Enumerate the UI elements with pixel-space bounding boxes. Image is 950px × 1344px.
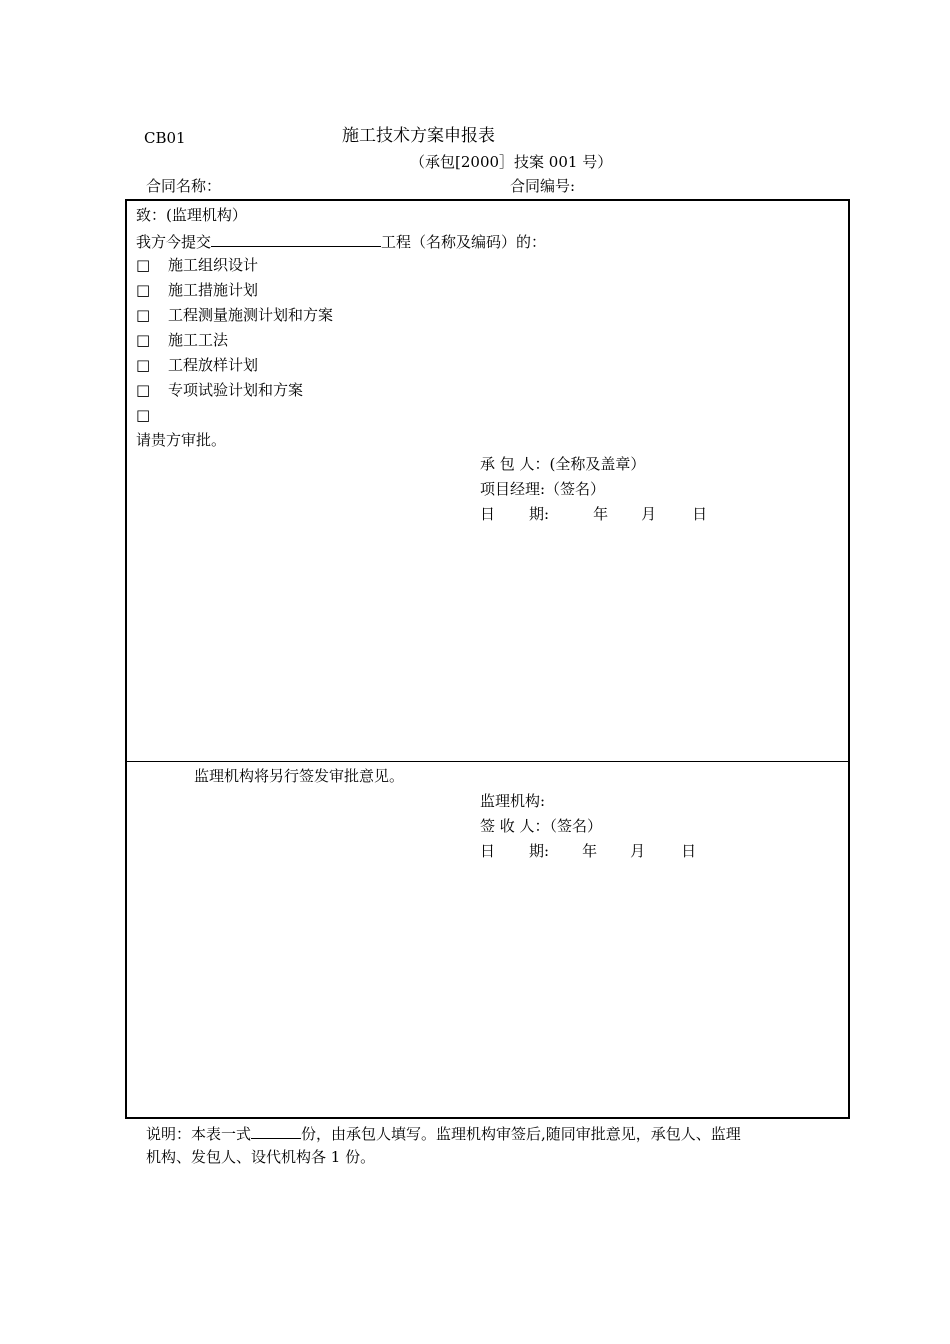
checkbox-icon[interactable]: □ xyxy=(136,256,151,274)
contractor-label: 承 包 人：(全称及盖章） xyxy=(480,455,646,473)
submit-suffix: 工程（名称及编码）的： xyxy=(381,233,547,251)
checkbox-icon[interactable]: □ xyxy=(136,331,151,349)
checkbox-item[interactable] xyxy=(136,355,258,375)
footer-suffix: 份，由承包人填写。监理机构审签后,随同审批意见，承包人、监理 xyxy=(301,1125,741,1143)
supervisor-org-label: 监理机构: xyxy=(480,792,546,810)
footer-note-line1 xyxy=(146,1122,741,1144)
date-day: 日 xyxy=(681,842,697,860)
date-day-char: 日 xyxy=(480,842,496,860)
checkbox-item[interactable] xyxy=(136,305,333,325)
checkbox-item[interactable] xyxy=(136,405,168,425)
checkbox-icon[interactable]: □ xyxy=(136,306,151,324)
submit-prefix: 我方今提交 xyxy=(136,233,212,251)
addressee-line: 致：(监理机构） xyxy=(136,206,247,224)
page-title: 施工技术方案申报表 xyxy=(342,126,495,146)
receiver-label: 签 收 人：（签名） xyxy=(480,817,603,835)
date-line xyxy=(480,841,696,861)
footer-prefix: 说明：本表一式 xyxy=(146,1125,252,1143)
checkbox-label: 施工工法 xyxy=(168,331,229,349)
section-divider xyxy=(127,761,848,762)
checkbox-label: 施工措施计划 xyxy=(168,281,259,299)
footer-note-line2: 机构、发包人、设代机构各 1 份。 xyxy=(146,1148,376,1166)
checkbox-label: 工程放样计划 xyxy=(168,356,259,374)
date-month: 月 xyxy=(630,842,646,860)
form-subtitle: （承包[2000］技案 001 号） xyxy=(410,153,613,171)
date-day: 日 xyxy=(692,505,708,523)
checkbox-label: 工程测量施测计划和方案 xyxy=(168,306,334,324)
date-month: 月 xyxy=(641,505,657,523)
date-year: 年 xyxy=(593,505,609,523)
copies-blank[interactable] xyxy=(251,1122,301,1139)
date-period-char: 期: xyxy=(529,505,550,523)
checkbox-icon[interactable]: □ xyxy=(136,406,151,424)
date-day-char: 日 xyxy=(480,505,496,523)
form-code: CB01 xyxy=(144,129,186,147)
checkbox-item[interactable] xyxy=(136,380,303,400)
checkbox-icon[interactable]: □ xyxy=(136,356,151,374)
approval-request: 请贵方审批。 xyxy=(136,431,227,449)
date-year: 年 xyxy=(582,842,598,860)
checkbox-label: 专项试验计划和方案 xyxy=(168,381,304,399)
project-name-blank[interactable] xyxy=(211,230,381,247)
checkbox-item[interactable] xyxy=(136,280,258,300)
checkbox-item[interactable] xyxy=(136,330,228,350)
date-period-char: 期: xyxy=(529,842,550,860)
contract-number-label: 合同编号: xyxy=(510,177,576,195)
contract-name-label: 合同名称： xyxy=(146,177,222,195)
form-table xyxy=(125,199,850,1119)
submit-line xyxy=(136,230,546,252)
checkbox-icon[interactable]: □ xyxy=(136,381,151,399)
checkbox-item[interactable] xyxy=(136,255,258,275)
project-manager-label: 项目经理:（签名） xyxy=(480,480,606,498)
checkbox-label: 施工组织设计 xyxy=(168,256,259,274)
supervisor-statement: 监理机构将另行签发审批意见。 xyxy=(194,767,405,785)
checkbox-icon[interactable]: □ xyxy=(136,281,151,299)
date-line xyxy=(480,504,707,524)
